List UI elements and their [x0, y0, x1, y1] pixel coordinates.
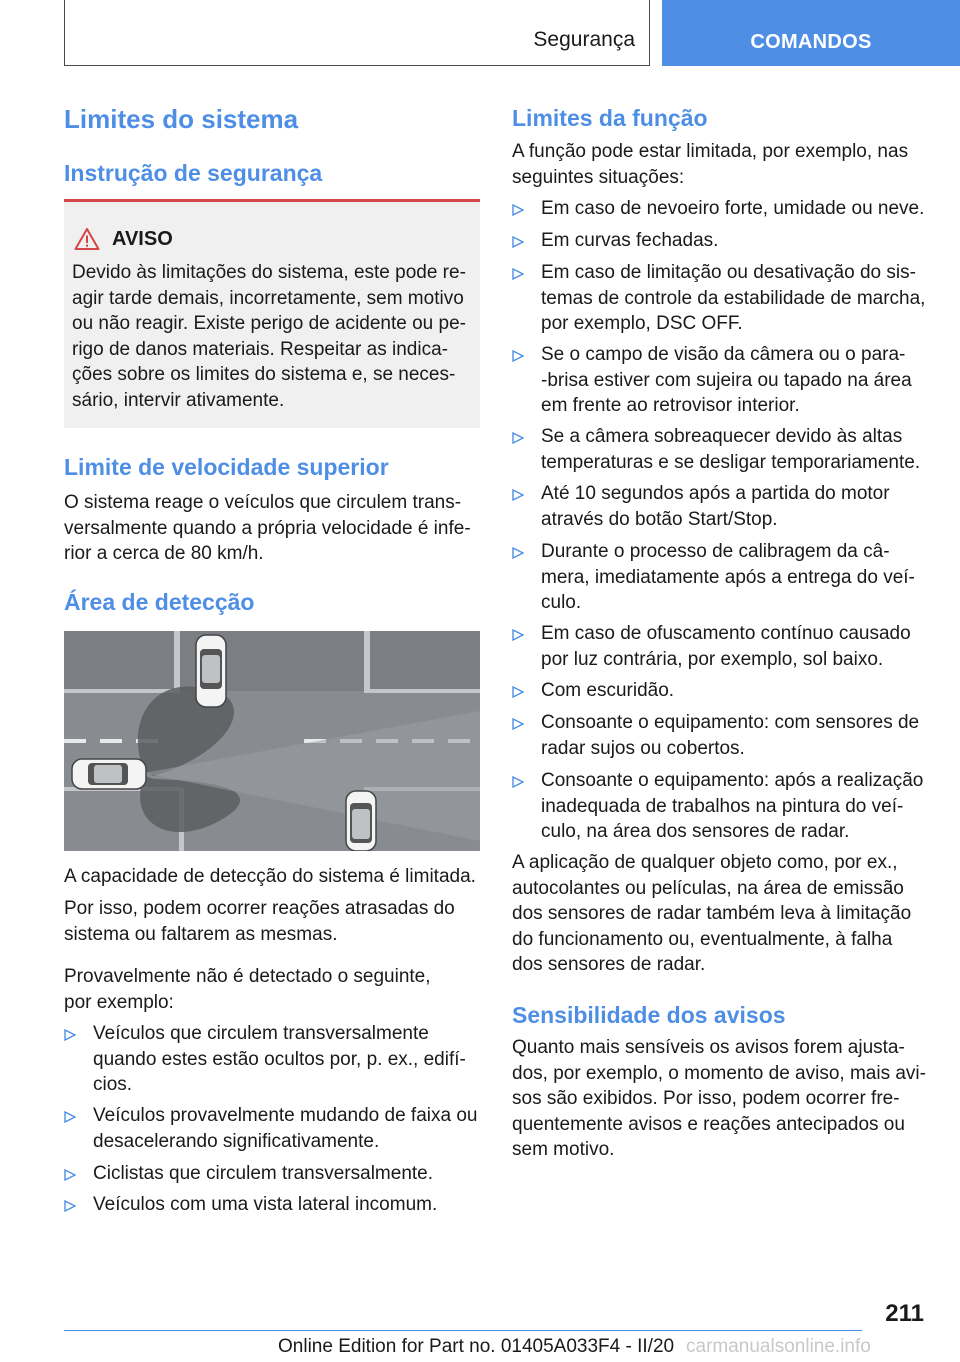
header-tab-comandos[interactable]: COMANDOS [662, 0, 960, 66]
text-line: culo. [541, 592, 582, 613]
text-line: cios. [93, 1074, 133, 1095]
list-item [64, 1021, 480, 1098]
list-item [64, 1192, 480, 1218]
list-item [512, 342, 928, 419]
paragraph-speed-limit [64, 490, 480, 567]
text-line: radar sujos ou cobertos. [541, 737, 745, 759]
text-line: inadequada de trabalhos na pintura do veí‐ [541, 795, 904, 817]
list-item [512, 260, 928, 337]
triangle-right-icon [64, 1029, 76, 1041]
heading-detection-area: Área de detecção [64, 589, 255, 615]
list-item [512, 228, 928, 254]
warning-line: ções sobre os limites do sistema e, se neces‐ [72, 364, 456, 385]
paragraph-delay [64, 896, 480, 947]
triangle-right-icon [512, 489, 524, 501]
header-box [64, 0, 650, 66]
text-line: dos, por exemplo, o momento de aviso, mais avi‐ [512, 1062, 926, 1084]
heading-function-limits: Limites da função [512, 105, 708, 131]
text-line: culo, na área dos sensores de radar. [541, 821, 850, 842]
heading-safety-instruction: Instrução de segurança [64, 160, 323, 186]
text-line: Em caso de ofuscamento contínuo causado [541, 623, 911, 644]
triangle-right-icon [512, 547, 524, 559]
text-line: por exemplo: [64, 991, 174, 1013]
triangle-right-icon [64, 1169, 76, 1181]
triangle-right-icon [512, 350, 524, 362]
footer-divider [64, 1330, 862, 1331]
text-line: Provavelmente não é detectado o seguinte, [64, 966, 431, 987]
heading-warning-sensitivity: Sensibilidade dos avisos [512, 1002, 786, 1028]
triangle-right-icon [512, 236, 524, 248]
triangle-right-icon [512, 686, 524, 698]
warning-line: sário, intervir ativamente. [72, 389, 285, 411]
text-line: autocolantes ou películas, na área de emissão [512, 877, 904, 899]
triangle-right-icon [64, 1111, 76, 1123]
paragraph-probably [64, 964, 480, 1015]
text-line: A função pode estar limitada, por exemplo, nas [512, 141, 909, 162]
text-line: quentemente avisos e reações antecipados ou [512, 1113, 905, 1135]
text-line: quando estes estão ocultos por, p. ex., edifí‐ [93, 1048, 466, 1070]
list-item [512, 481, 928, 532]
list-item [512, 710, 928, 761]
triangle-right-icon [64, 1200, 76, 1212]
text-line: Quanto mais sensíveis os avisos forem ajusta‐ [512, 1037, 905, 1058]
warning-line: agir tarde demais, incorretamente, sem motivo [72, 287, 464, 309]
list-item [512, 768, 928, 845]
warning-line: ou não reagir. Existe perigo de acidente ou pe‐ [72, 313, 466, 334]
list-item [512, 424, 928, 475]
warning-triangle-icon [74, 227, 100, 251]
heading-speed-limit: Limite de velocidade superior [64, 454, 389, 480]
text-line: -brisa estiver com sujeira ou tapado na área [541, 369, 912, 391]
text-line: Se a câmera sobreaquecer devido às altas [541, 426, 903, 447]
text-line: Se o campo de visão da câmera ou o para‐ [541, 344, 906, 365]
detection-area-illustration [64, 631, 480, 851]
triangle-right-icon [512, 432, 524, 444]
text-line: mera, imediatamente após a entrega do veí‐ [541, 566, 915, 588]
text-line: Até 10 segundos após a partida do motor [541, 483, 890, 504]
warning-line: Devido às limitações do sistema, este pode re‐ [72, 262, 466, 283]
triangle-right-icon [512, 268, 524, 280]
text-line: Veículos que circulem transversalmente [93, 1023, 429, 1044]
warning-line: rigo de danos materiais. Respeitar as indica‐ [72, 338, 448, 360]
text-line: versalmente quando a própria velocidade é infe‐ [64, 517, 471, 539]
warning-box [64, 199, 480, 428]
footer-watermark: carmanualsonline.info [686, 1336, 871, 1357]
text-line: Em caso de limitação ou desativação do sis‐ [541, 262, 916, 283]
warning-text [72, 260, 472, 413]
warning-label: AVISO [112, 227, 173, 250]
text-line: desacelerando significativamente. [93, 1130, 380, 1152]
triangle-right-icon [512, 776, 524, 788]
header-section-title: Segurança [533, 28, 635, 51]
text-line: através do botão Start/Stop. [541, 508, 778, 530]
text-line: temperaturas e se desligar temporariamente. [541, 451, 921, 473]
list-item [512, 196, 928, 222]
text-line: por exemplo, DSC OFF. [541, 313, 743, 334]
text-line: Veículos provavelmente mudando de faixa ou [93, 1105, 478, 1126]
text-line: do funcionamento ou, eventualmente, à falha [512, 928, 893, 950]
paragraph-sensitivity [512, 1035, 928, 1163]
text-line: Ciclistas que circulem transversalmente. [93, 1163, 434, 1184]
text-line: A aplicação de qualquer objeto como, por ex., [512, 852, 898, 873]
text-line: Veículos com uma vista lateral incomum. [93, 1194, 438, 1215]
page-number: 211 [885, 1300, 924, 1327]
text-line: Durante o processo de calibragem da câ‐ [541, 541, 890, 562]
triangle-right-icon [512, 629, 524, 641]
text-line: dos sensores de radar também leva à limitação [512, 903, 912, 924]
text-line: Com escuridão. [541, 680, 675, 701]
text-line: rior a cerca de 80 km/h. [64, 543, 264, 564]
list-item [512, 621, 928, 672]
text-line: Em curvas fechadas. [541, 230, 719, 251]
heading-system-limits: Limites do sistema [64, 104, 299, 134]
text-line: Por isso, podem ocorrer reações atrasadas do [64, 898, 455, 919]
text-line: sem motivo. [512, 1139, 615, 1160]
text-line: Em caso de nevoeiro forte, umidade ou neve. [541, 198, 925, 219]
paragraph-capacity: A capacidade de detecção do sistema é limitada. [64, 866, 476, 887]
text-line: por luz contrária, por exemplo, sol baixo. [541, 648, 884, 670]
text-line: sos são exibidos. Por isso, podem ocorrer fre‐ [512, 1088, 900, 1109]
text-line: Consoante o equipamento: após a realização [541, 770, 924, 791]
text-line: sistema ou faltarem as mesmas. [64, 923, 338, 945]
text-line: em frente ao retrovisor interior. [541, 395, 800, 416]
text-line: dos sensores de radar. [512, 954, 706, 975]
text-line: seguintes situações: [512, 166, 685, 188]
text-line: temas de controle da estabilidade de marcha, [541, 287, 926, 309]
list-item [512, 678, 928, 704]
list-item [512, 539, 928, 616]
triangle-right-icon [512, 718, 524, 730]
footer-edition: Online Edition for Part no. 01405A033F4 - II/20 [278, 1336, 675, 1357]
warning-header [74, 227, 173, 251]
list-item [64, 1103, 480, 1154]
list-item [64, 1161, 480, 1187]
paragraph-application [512, 850, 928, 978]
text-line: O sistema reage o veículos que circulem trans‐ [64, 492, 462, 513]
text-line: Consoante o equipamento: com sensores de [541, 712, 920, 733]
paragraph-function-intro [512, 139, 928, 190]
triangle-right-icon [512, 204, 524, 216]
